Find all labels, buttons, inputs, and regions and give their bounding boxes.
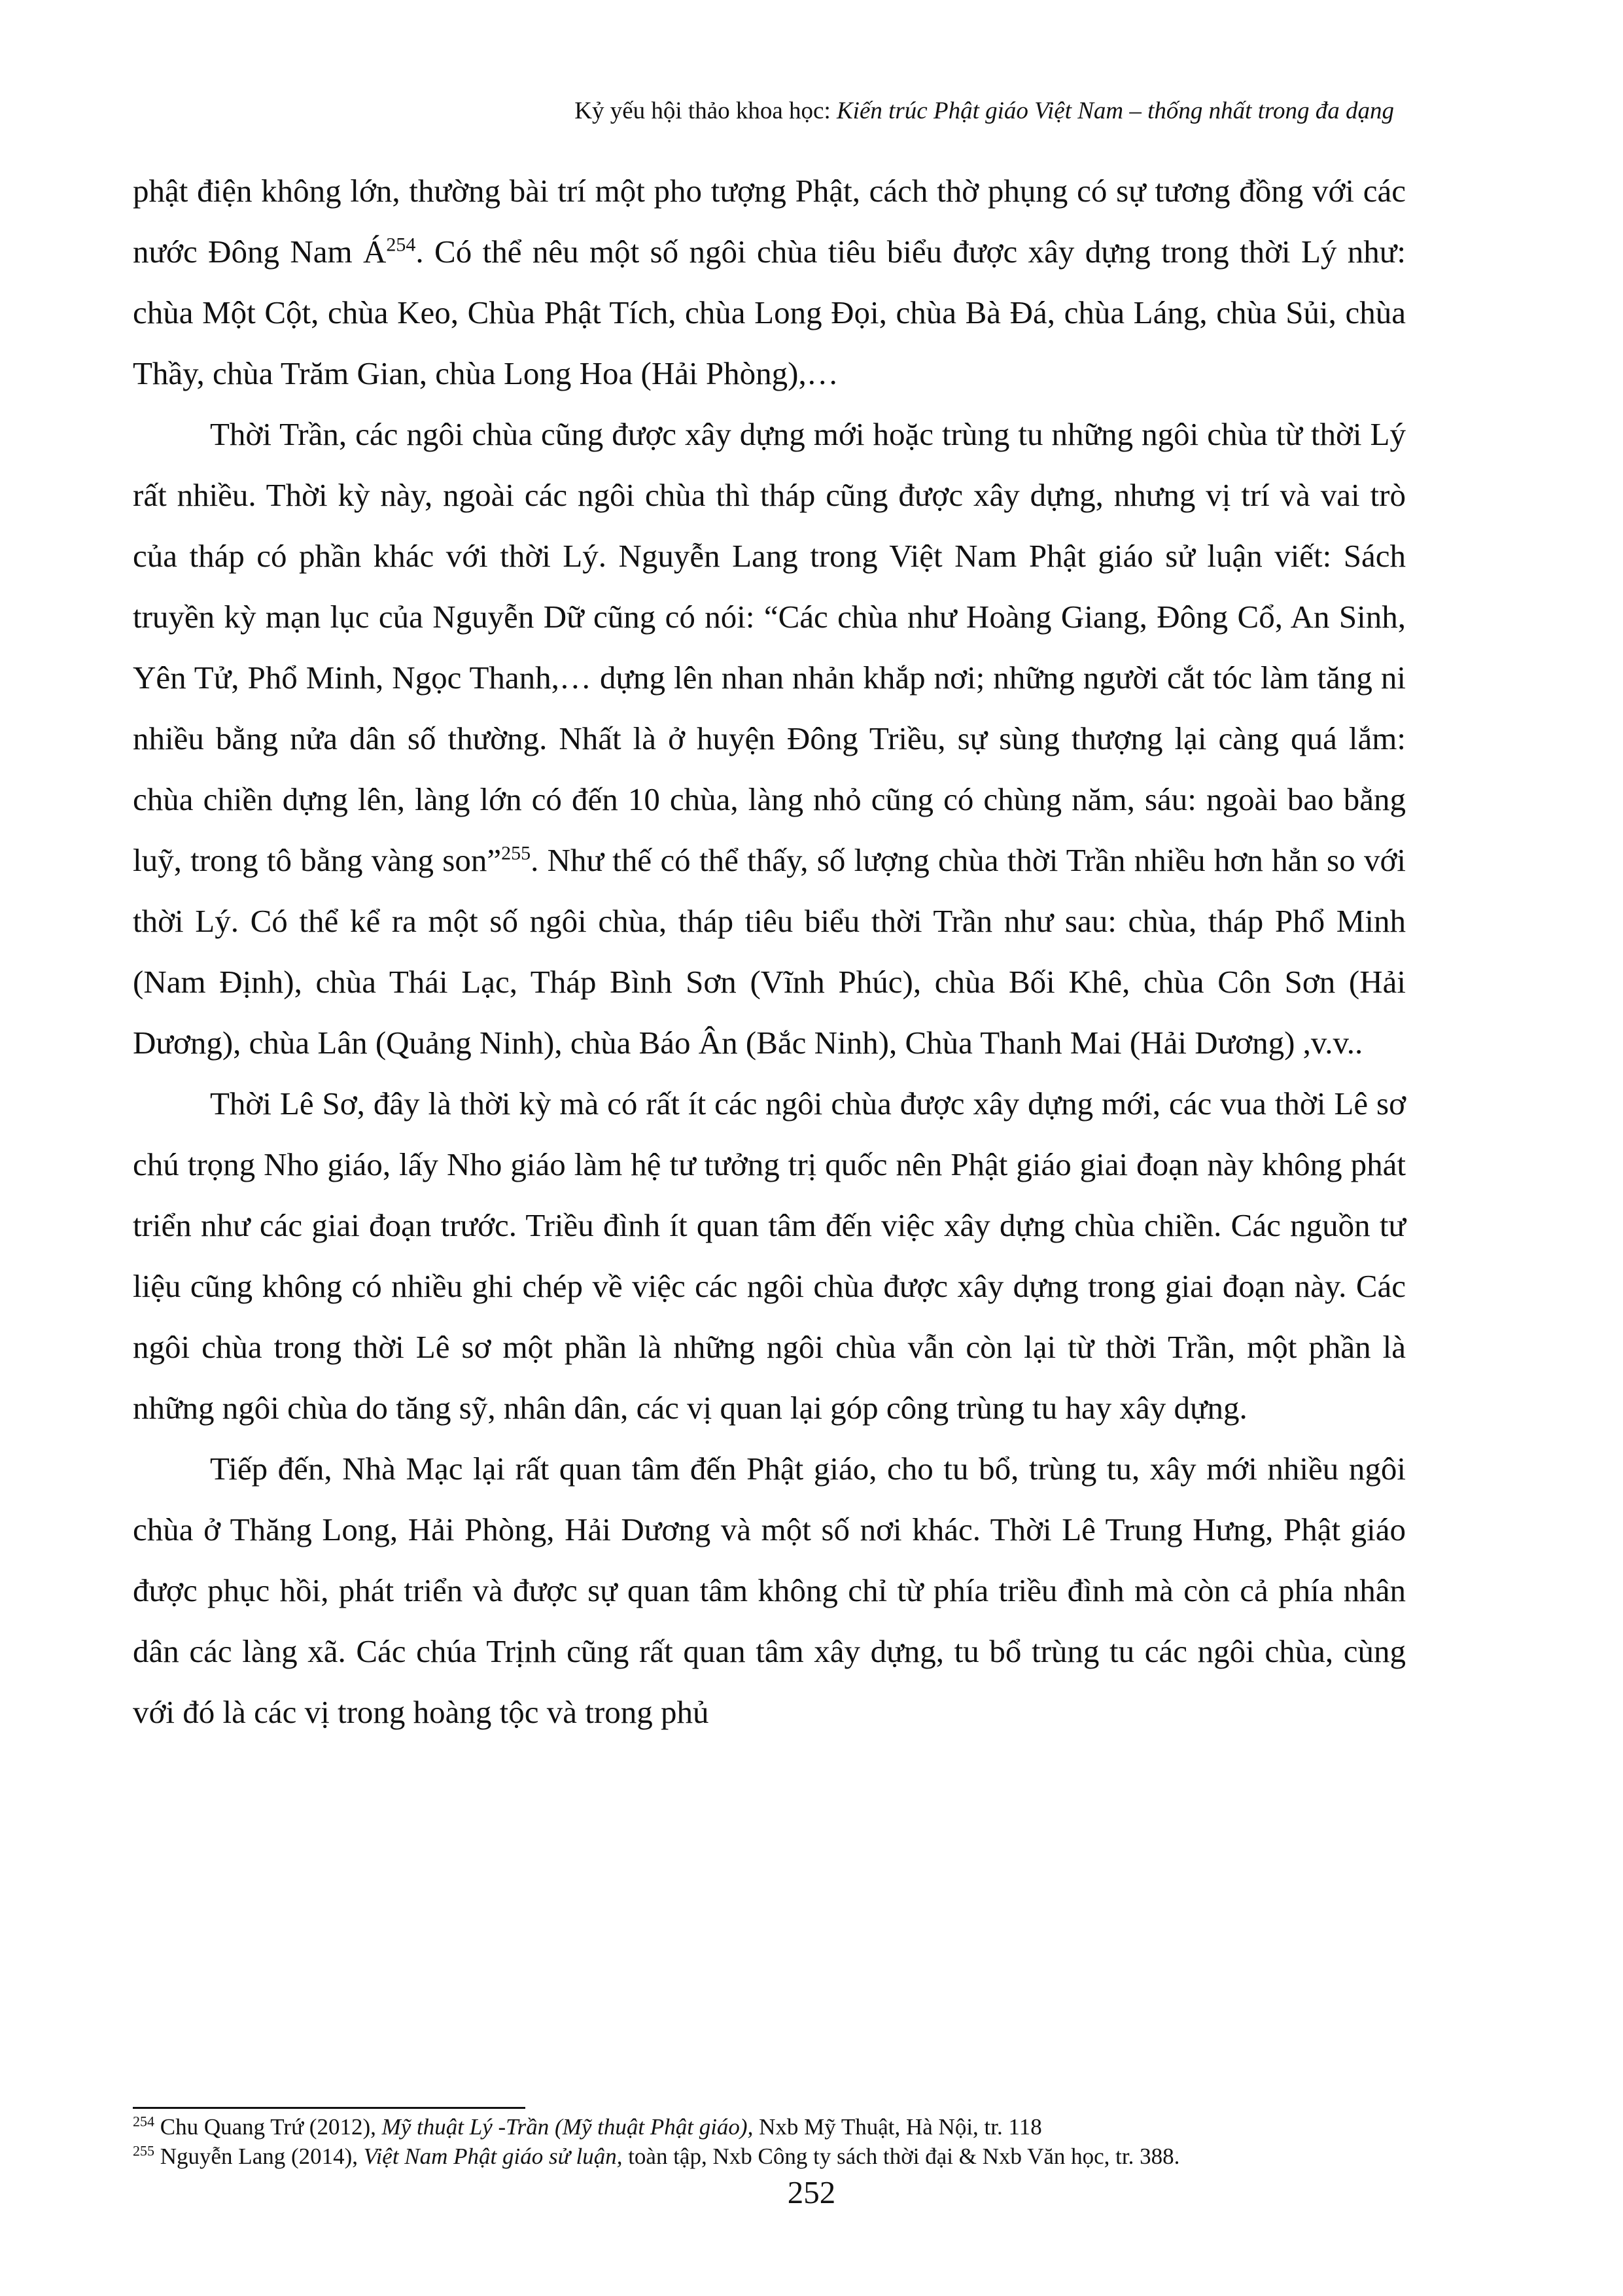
paragraph-2-part-a: Thời Trần, các ngôi chùa cũng được xây dựng mới hoặc trùng tu những ngôi chùa từ thời Lý rất nhiều. Thời kỳ này, ngoài các ngôi chùa thì tháp cũng được xây dựng, nhưng vị trí và vai trò của tháp có phần khác với thời Lý. Nguyễn Lang trong Việt Nam Phật giáo sử luận viết: Sách truyền kỳ mạn lục của Nguyễn Dữ cũng có nói: “Các chùa như Hoàng Giang, Đông Cổ, An Sinh, Yên Tử, Phổ Minh, Ngọc Thanh,… dựng lên nhan nhản khắp nơi; những người cắt tóc làm tăng ni nhiều bằng nửa dân số thường. Nhất là ở huyện Đông Triều, sự sùng thượng lại càng quá lắm: chùa chiền dựng lên, làng lớn có đến 10 chùa, làng nhỏ cũng có chùng năm, sáu: ngoài bao bằng luỹ, trong tô bằng vàng son”	[133, 416, 1406, 878]
paragraph-1-part-b: . Có thể nêu một số ngôi chùa tiêu biểu được xây dựng trong thời Lý như: chùa Một Cột, chùa Keo, Chùa Phật Tích, chùa Long Đọi, chùa Bà Đá, chùa Láng, chùa Sủi, chùa Thầy, chùa Trăm Gian, chùa Long Hoa (Hải Phòng),…	[133, 234, 1406, 391]
footnote-254	[133, 2112, 1406, 2142]
footnote-255	[133, 2142, 1406, 2171]
footnote-author: Nguyễn Lang (2014),	[154, 2144, 364, 2169]
footnote-title: Mỹ thuật Lý -Trần (Mỹ thuật Phật giáo),	[381, 2114, 754, 2140]
page-number: 252	[787, 2174, 836, 2210]
paragraph-2-part-b: . Như thế có thể thấy, số lượng chùa thời Trần nhiều hơn hẳn so với thời Lý. Có thể kể ra một số ngôi chùa, tháp tiêu biểu thời Trần như sau: chùa, tháp Phổ Minh (Nam Định), chùa Thái Lạc, Tháp Bình Sơn (Vĩnh Phúc), chùa Bối Khê, chùa Côn Sơn (Hải Dương), chùa Lân (Quảng Ninh), chùa Báo Ân (Bắc Ninh), Chùa Thanh Mai (Hải Dương) ,v.v..	[133, 842, 1406, 1061]
footnotes	[133, 2112, 1406, 2171]
header-prefix: Kỷ yếu hội thảo khoa học:	[574, 97, 837, 124]
footnote-ref-255[interactable]: 255	[501, 842, 531, 864]
footnote-author: Chu Quang Trứ (2012),	[154, 2114, 382, 2140]
footnote-title: Việt Nam Phật giáo sử luận,	[363, 2144, 623, 2169]
header-title: Kiến trúc Phật giáo Việt Nam – thống nhất trong đa dạng	[837, 97, 1394, 124]
body-text	[133, 160, 1406, 1742]
paragraph-2	[133, 404, 1406, 1073]
footnote-publisher: Nxb Mỹ Thuật, Hà Nội, tr. 118	[753, 2114, 1042, 2140]
footnote-divider	[133, 2107, 525, 2109]
footnote-number: 254	[133, 2113, 154, 2130]
paragraph-3: Thời Lê Sơ, đây là thời kỳ mà có rất ít các ngôi chùa được xây dựng mới, các vua thời Lê sơ chú trọng Nho giáo, lấy Nho giáo làm hệ tư tưởng trị quốc nên Phật giáo giai đoạn này không phát triển như các giai đoạn trước. Triều đình ít quan tâm đến việc xây dựng chùa chiền. Các nguồn tư liệu cũng không có nhiều ghi chép về việc các ngôi chùa được xây dựng trong giai đoạn này. Các ngôi chùa trong thời Lê sơ một phần là những ngôi chùa vẫn còn lại từ thời Trần, một phần là những ngôi chùa do tăng sỹ, nhân dân, các vị quan lại góp công trùng tu hay xây dựng.	[133, 1086, 1406, 1426]
footnote-ref-254[interactable]: 254	[386, 234, 416, 256]
running-header	[574, 97, 1394, 125]
paragraph-4: Tiếp đến, Nhà Mạc lại rất quan tâm đến Phật giáo, cho tu bổ, trùng tu, xây mới nhiều ngôi chùa ở Thăng Long, Hải Phòng, Hải Dương và một số nơi khác. Thời Lê Trung Hưng, Phật giáo được phục hồi, phát triển và được sự quan tâm không chỉ từ phía triều đình mà còn cả phía nhân dân các làng xã. Các chúa Trịnh cũng rất quan tâm xây dựng, tu bổ trùng tu các ngôi chùa, cùng với đó là các vị trong hoàng tộc và trong phủ	[133, 1451, 1406, 1730]
paragraph-1-part-a: phật điện không lớn, thường bài trí một pho tượng Phật, cách thờ phụng có sự tương đồng với các nước Đông Nam Á	[133, 173, 1406, 270]
footnote-number: 255	[133, 2142, 154, 2159]
footnote-publisher: toàn tập, Nxb Công ty sách thời đại & Nxb Văn học, tr. 388.	[622, 2144, 1180, 2169]
paragraph-1	[133, 160, 1406, 404]
